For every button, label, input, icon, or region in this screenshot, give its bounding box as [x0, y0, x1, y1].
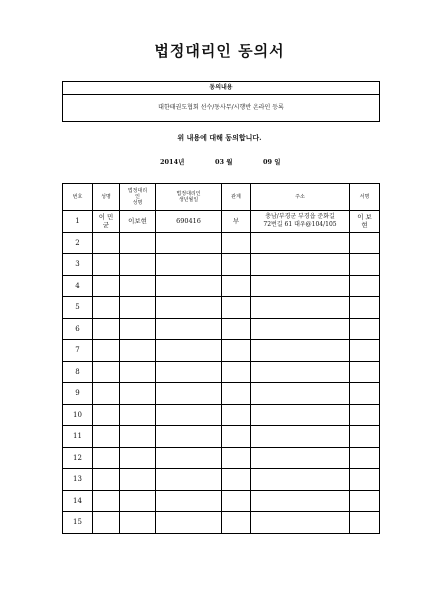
col-header-address: 주소	[251, 184, 350, 211]
row-guardian-birth	[156, 340, 222, 362]
row-address	[251, 490, 350, 512]
row-name	[93, 404, 120, 426]
row-name	[93, 383, 120, 405]
row-name	[93, 361, 120, 383]
row-name	[93, 232, 120, 254]
table-row	[63, 254, 380, 276]
row-address	[251, 426, 350, 448]
row-guardian-birth	[156, 254, 222, 276]
table-row	[63, 512, 380, 534]
row-signature	[350, 340, 380, 362]
row-number: 15	[63, 512, 93, 534]
col-header-guardian-birth: 법정대리인 생년월일	[156, 184, 222, 211]
agree-line: 위 내용에 대해 동의합니다.	[177, 133, 262, 142]
row-relation	[222, 318, 251, 340]
row-name	[93, 340, 120, 362]
row-relation	[222, 404, 251, 426]
date-day: 09 일	[263, 158, 281, 166]
row-name	[93, 426, 120, 448]
row-signature	[350, 232, 380, 254]
row-number: 4	[63, 275, 93, 297]
row-signature	[350, 318, 380, 340]
row-guardian-birth	[156, 318, 222, 340]
row-relation: 부	[222, 211, 251, 233]
col-header-relation: 관계	[222, 184, 251, 211]
row-guardian-birth: 690416	[156, 211, 222, 233]
row-relation	[222, 361, 251, 383]
row-address: 충남/부경군 부경읍 준화길 72번길 61 대우@104/105	[251, 211, 350, 233]
table-row	[63, 404, 380, 426]
table-row	[63, 340, 380, 362]
row-relation	[222, 340, 251, 362]
row-signature	[350, 426, 380, 448]
table-row	[63, 447, 380, 469]
table-row	[63, 297, 380, 319]
row-signature	[350, 404, 380, 426]
table-row	[63, 426, 380, 448]
row-name	[93, 275, 120, 297]
row-number: 7	[63, 340, 93, 362]
table-row	[63, 469, 380, 491]
row-name	[93, 512, 120, 534]
row-address	[251, 447, 350, 469]
row-name	[93, 490, 120, 512]
row-number: 1	[63, 211, 93, 233]
row-guardian-name	[120, 275, 156, 297]
row-signature	[350, 275, 380, 297]
table-row	[63, 490, 380, 512]
row-relation	[222, 297, 251, 319]
row-number: 2	[63, 232, 93, 254]
row-guardian-birth	[156, 447, 222, 469]
row-relation	[222, 254, 251, 276]
row-guardian-birth	[156, 232, 222, 254]
row-relation	[222, 512, 251, 534]
row-signature	[350, 490, 380, 512]
row-number: 9	[63, 383, 93, 405]
row-address	[251, 297, 350, 319]
row-guardian-name: 이보현	[120, 211, 156, 233]
col-header-guardian-name: 법정대리 인 성명	[120, 184, 156, 211]
row-signature	[350, 383, 380, 405]
row-address	[251, 361, 350, 383]
row-guardian-birth	[156, 297, 222, 319]
row-guardian-name	[120, 404, 156, 426]
row-number: 13	[63, 469, 93, 491]
row-guardian-name	[120, 254, 156, 276]
row-signature	[350, 447, 380, 469]
row-guardian-birth	[156, 426, 222, 448]
date-month: 03 월	[215, 158, 233, 166]
row-address	[251, 318, 350, 340]
row-guardian-name	[120, 426, 156, 448]
row-number: 14	[63, 490, 93, 512]
row-guardian-name	[120, 447, 156, 469]
table-row	[63, 361, 380, 383]
col-header-signature: 서명	[350, 184, 380, 211]
consent-header: 동의내용	[63, 82, 379, 95]
row-address	[251, 512, 350, 534]
table-row	[63, 211, 380, 233]
row-guardian-birth	[156, 512, 222, 534]
row-relation	[222, 383, 251, 405]
row-guardian-name	[120, 490, 156, 512]
row-guardian-name	[120, 318, 156, 340]
row-number: 6	[63, 318, 93, 340]
guardian-table	[62, 183, 380, 534]
row-address	[251, 340, 350, 362]
row-signature	[350, 254, 380, 276]
row-guardian-name	[120, 383, 156, 405]
consent-body: 대한태권도협회 선수/동사무/시행반 온라인 등록	[158, 104, 284, 111]
row-number: 12	[63, 447, 93, 469]
row-guardian-birth	[156, 490, 222, 512]
row-name	[93, 318, 120, 340]
row-number: 8	[63, 361, 93, 383]
row-number: 10	[63, 404, 93, 426]
consent-box	[62, 81, 380, 122]
table-row	[63, 232, 380, 254]
row-signature	[350, 469, 380, 491]
row-guardian-name	[120, 469, 156, 491]
row-address	[251, 232, 350, 254]
row-signature	[350, 512, 380, 534]
row-address	[251, 254, 350, 276]
row-relation	[222, 426, 251, 448]
row-signature	[350, 297, 380, 319]
table-row	[63, 383, 380, 405]
table-header-row	[63, 184, 380, 211]
row-relation	[222, 232, 251, 254]
row-guardian-birth	[156, 404, 222, 426]
col-header-number: 번호	[63, 184, 93, 211]
row-signature	[350, 361, 380, 383]
row-name	[93, 254, 120, 276]
table-row	[63, 275, 380, 297]
row-address	[251, 404, 350, 426]
date-year: 2014년	[160, 158, 185, 166]
row-relation	[222, 275, 251, 297]
row-address	[251, 383, 350, 405]
row-address	[251, 469, 350, 491]
row-number: 11	[63, 426, 93, 448]
row-guardian-birth	[156, 275, 222, 297]
row-relation	[222, 447, 251, 469]
row-number: 5	[63, 297, 93, 319]
row-address	[251, 275, 350, 297]
row-name: 이 민 균	[93, 211, 120, 233]
row-guardian-name	[120, 297, 156, 319]
row-guardian-name	[120, 512, 156, 534]
row-signature: 이 보 현	[350, 211, 380, 233]
row-guardian-name	[120, 232, 156, 254]
row-name	[93, 447, 120, 469]
row-guardian-birth	[156, 469, 222, 491]
col-header-name: 성명	[93, 184, 120, 211]
row-relation	[222, 469, 251, 491]
row-guardian-birth	[156, 361, 222, 383]
row-guardian-birth	[156, 383, 222, 405]
row-guardian-name	[120, 340, 156, 362]
table-row	[63, 318, 380, 340]
row-relation	[222, 490, 251, 512]
row-name	[93, 297, 120, 319]
row-name	[93, 469, 120, 491]
document-title: 법정대리인 동의서	[154, 42, 285, 60]
row-number: 3	[63, 254, 93, 276]
row-guardian-name	[120, 361, 156, 383]
